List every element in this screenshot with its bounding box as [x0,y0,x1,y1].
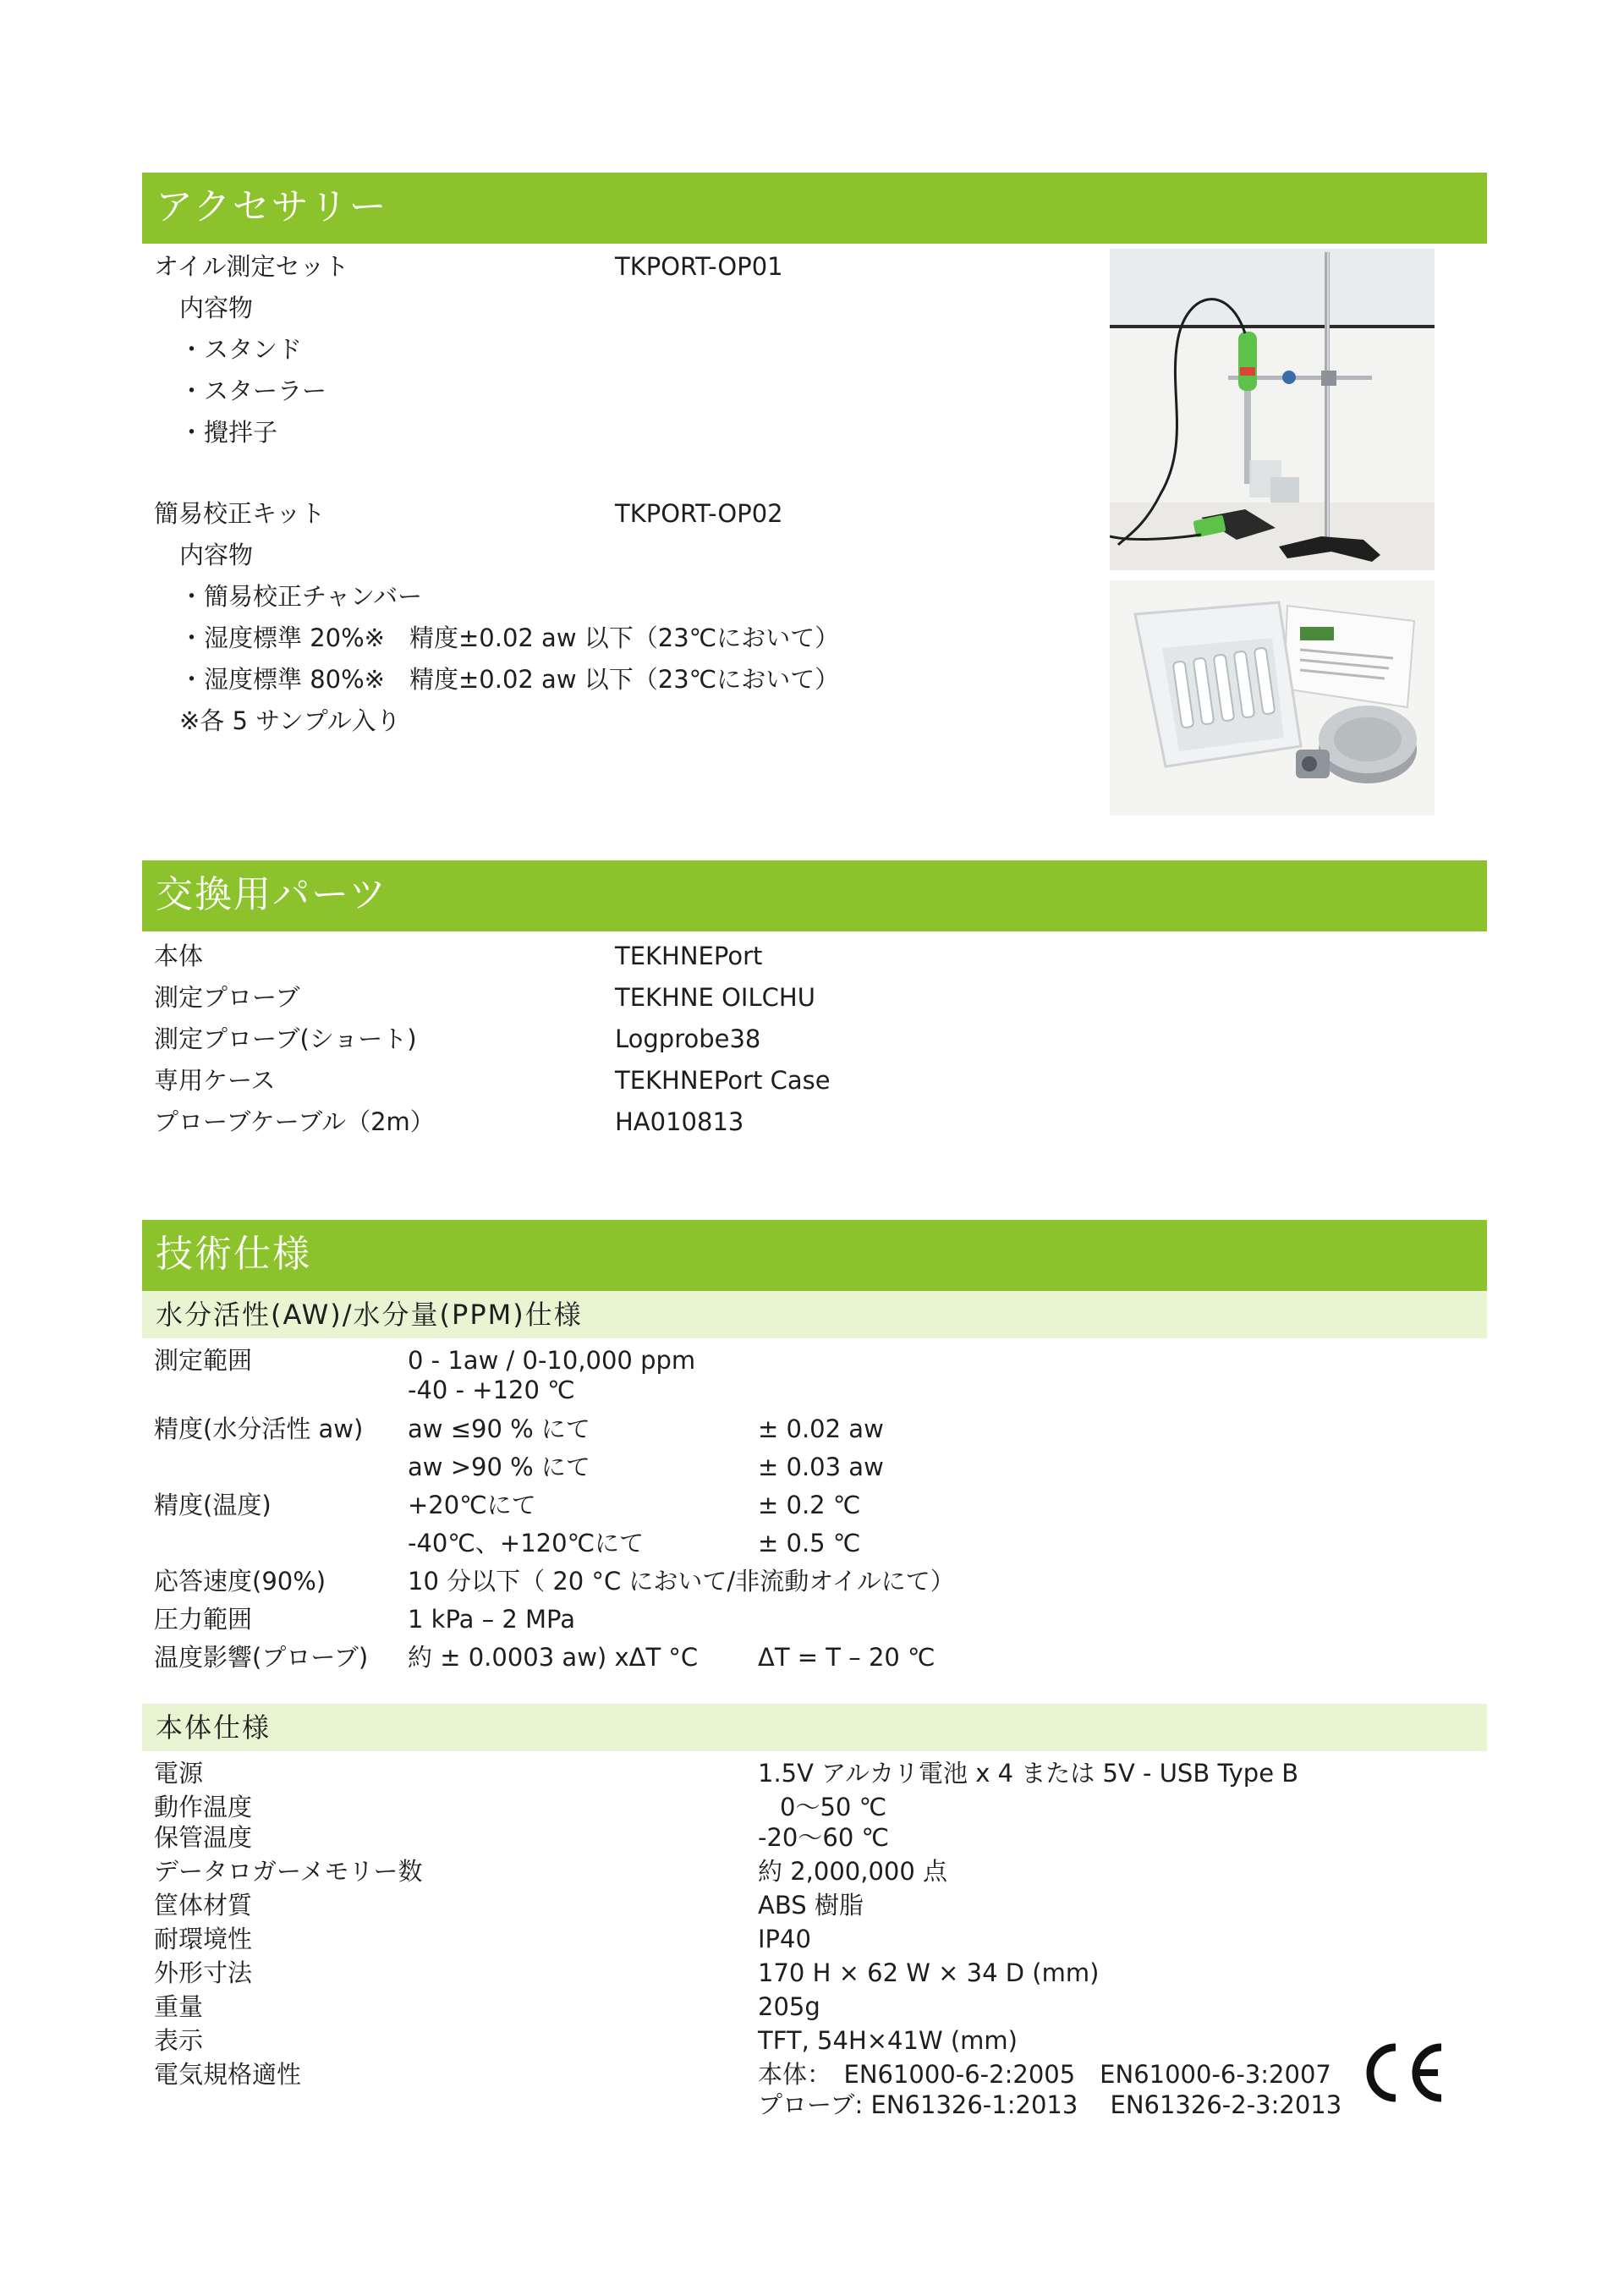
ce-mark-icon [1357,2041,1450,2108]
spec-label: 応答速度(90%) [154,1567,326,1596]
calib-kit-note: ※各 5 サンプル入り [179,706,401,735]
parts-value: Logprobe38 [615,1024,761,1053]
body-spec-label: 外形寸法 [154,1958,253,1987]
oil-set-photo [1110,249,1435,570]
body-spec-label: 表示 [154,2026,204,2055]
body-spec-label: 重量 [154,1992,204,2021]
oil-set-code: TKPORT-OP01 [615,252,783,281]
parts-label: プローブケーブル（2m） [154,1107,435,1136]
body-spec-value: 本体： EN61000-6-2:2005 EN61000-6-3:2007 [758,2060,1331,2089]
section-specs-header [142,1220,1487,1291]
spec-condition: aw ≤90 % にて [408,1414,590,1443]
body-spec-label: 電源 [154,1759,204,1788]
parts-label: 本体 [154,942,204,970]
body-spec-label: データロガーメモリー数 [154,1857,423,1886]
calib-kit-name: 簡易校正キット [154,499,326,528]
spec-label: 圧力範囲 [154,1605,253,1634]
body-spec-value: TFT, 54H×41W (mm) [758,2026,1018,2055]
body-spec-value: プローブ: EN61326-1:2013 EN61326-2-3:2013 [758,2090,1342,2119]
subsection-aw-header [142,1291,1487,1338]
body-spec-value: 0～50 ℃ [780,1793,887,1821]
spec-value: ± 0.02 aw [758,1414,884,1443]
parts-label: 測定プローブ(ショート) [154,1024,417,1053]
oil-set-item: ・攪拌子 [179,418,278,447]
body-spec-value: 170 H × 62 W × 34 D (mm) [758,1958,1100,1987]
body-spec-label: 電気規格適性 [154,2060,302,2089]
calib-kit-contents-label: 内容物 [179,541,254,569]
parts-value: HA010813 [615,1107,744,1136]
spec-condition: -40℃、+120℃にて [408,1529,645,1557]
body-spec-label: 保管温度 [154,1823,253,1852]
spec-value: 0 - 1aw / 0-10,000 ppm [408,1346,696,1375]
body-spec-label: 動作温度 [154,1793,253,1821]
body-spec-value: 1.5V アルカリ電池 x 4 または 5V - USB Type B [758,1759,1299,1788]
calibration-kit-photo [1110,580,1435,816]
spec-label: 精度(温度) [154,1491,272,1519]
body-spec-value: 205g [758,1992,820,2021]
subsection-body-header [142,1704,1487,1751]
body-spec-value: -20～60 ℃ [758,1823,890,1852]
spec-value: ± 0.03 aw [758,1453,884,1481]
section-title: 技術仕様 [156,1233,311,1276]
spec-value: ± 0.2 ℃ [758,1491,861,1519]
spec-value: 約 ± 0.0003 aw) xΔT °C [408,1643,699,1672]
section-title: アクセサリー [156,185,388,228]
calib-kit-item: ・湿度標準 80%※ 精度±0.02 aw 以下（23℃において） [179,665,840,694]
spec-value: -40 - +120 ℃ [408,1376,575,1404]
section-parts-header [142,860,1487,931]
section-accessories-header [142,173,1487,244]
oil-set-name: オイル測定セット [154,252,349,281]
spec-formula: ΔT = T – 20 ℃ [758,1643,935,1672]
oil-set-item: ・スターラー [179,376,327,405]
body-spec-label: 耐環境性 [154,1925,253,1953]
oil-set-item: ・スタンド [179,335,303,364]
body-spec-value: 約 2,000,000 点 [758,1857,948,1886]
spec-value: ± 0.5 ℃ [758,1529,861,1557]
parts-label: 測定プローブ [154,983,300,1012]
calib-kit-item: ・簡易校正チャンバー [179,582,423,611]
parts-label: 専用ケース [154,1066,276,1095]
calib-kit-code: TKPORT-OP02 [615,499,783,528]
spec-condition: +20℃にて [408,1491,536,1519]
oil-set-contents-label: 内容物 [179,294,254,322]
spec-label: 温度影響(プローブ) [154,1643,369,1672]
body-spec-value: IP40 [758,1925,811,1953]
body-spec-label: 筐体材質 [154,1891,253,1920]
spec-value: 10 分以下（ 20 °C において/非流動オイルにて） [408,1567,955,1596]
spec-label: 精度(水分活性 aw) [154,1414,364,1443]
calib-kit-item: ・湿度標準 20%※ 精度±0.02 aw 以下（23℃において） [179,623,840,652]
section-title: 交換用パーツ [156,873,388,916]
spec-condition: aw >90 % にて [408,1453,590,1481]
subsection-title: 本体仕様 [156,1711,272,1744]
parts-value: TEKHNE OILCHU [615,983,815,1012]
parts-value: TEKHNEPort [615,942,763,970]
subsection-title: 水分活性(AW)/水分量(PPM)仕様 [156,1299,583,1331]
spec-label: 測定範囲 [154,1346,253,1375]
body-spec-value: ABS 樹脂 [758,1891,864,1920]
parts-value: TEKHNEPort Case [615,1066,831,1095]
spec-value: 1 kPa – 2 MPa [408,1605,576,1634]
